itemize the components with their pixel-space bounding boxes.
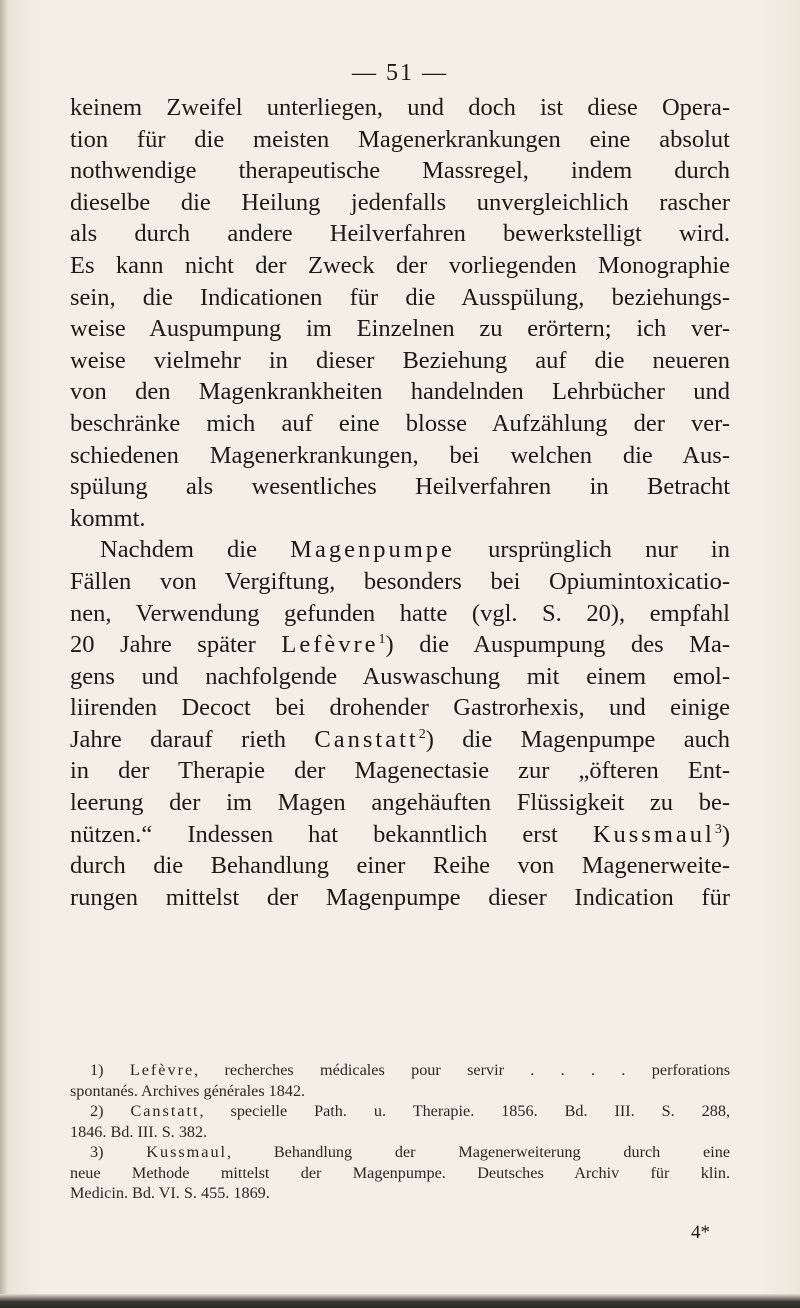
text-line bbox=[70, 819, 730, 851]
text-line: schiedenen Magenerkrankungen, bei welchen die Aus- bbox=[70, 441, 730, 469]
footnote-author: Kussmaul bbox=[146, 1143, 228, 1161]
text-line bbox=[70, 629, 730, 661]
text-line: durch die Behandlung einer Reihe von Magenerweite- bbox=[70, 852, 730, 880]
footnote-line: spontanés. Archives générales 1842. bbox=[70, 1081, 306, 1100]
author-name: Canstatt bbox=[314, 725, 419, 753]
text-line: gens und nachfolgende Auswaschung mit einem emol- bbox=[70, 662, 730, 690]
footnote-marker: 3 bbox=[714, 821, 722, 837]
text-line: rungen mittelst der Magenpumpe dieser Indication für bbox=[70, 883, 730, 911]
footnote-text: , Behandlung der Magenerweiterung durch eine bbox=[227, 1143, 731, 1161]
text-line: Es kann nicht der Zweck der vorliegenden Monographie bbox=[70, 251, 730, 279]
text-line: kommt. bbox=[70, 504, 146, 532]
author-name: Kussmaul bbox=[592, 820, 715, 848]
footnote-2 bbox=[70, 1101, 730, 1122]
footnote-3 bbox=[70, 1142, 730, 1163]
text-line: leerung der im Magen angehäuften Flüssigkeit zu be- bbox=[70, 789, 730, 817]
text-run: ) die Auspumpung des Ma- bbox=[385, 631, 730, 659]
author-name: Lefèvre bbox=[281, 631, 379, 659]
text-run: ) die Magenpumpe auch bbox=[425, 725, 730, 753]
text-line: nen, Verwendung gefunden hatte (vgl. S. 20), empfahl bbox=[70, 599, 730, 627]
footnote-line: neue Methode mittelst der Magenpumpe. Deutsches Archiv für klin. bbox=[70, 1163, 730, 1182]
text-run: Jahre darauf rieth bbox=[70, 725, 315, 753]
footnote-line: 1846. Bd. III. S. 382. bbox=[70, 1122, 208, 1141]
text-run: ursprünglich nur in bbox=[454, 536, 730, 564]
text-line: Fällen von Vergiftung, besonders bei Opiumintoxicatio- bbox=[70, 567, 730, 595]
footnote-marker: 1 bbox=[378, 631, 386, 647]
text-line: keinem Zweifel unterliegen, und doch ist diese Opera- bbox=[70, 94, 730, 121]
text-line bbox=[70, 534, 730, 566]
footnote-marker: 2 bbox=[418, 726, 426, 742]
footnote-1 bbox=[70, 1060, 730, 1081]
text-line: nothwendige therapeutische Massregel, indem durch bbox=[70, 157, 730, 185]
text-line: spülung als wesentliches Heilverfahren in Betracht bbox=[70, 473, 730, 501]
main-text bbox=[70, 92, 730, 913]
text-line: von den Magenkrankheiten handelnden Lehrbücher und bbox=[70, 378, 730, 406]
text-run: ) bbox=[721, 820, 730, 848]
page-gutter-shadow bbox=[0, 0, 8, 1308]
text-line: liirenden Decoct bei drohender Gastrorhexis, und einige bbox=[70, 694, 730, 722]
footnote-number: 2) bbox=[90, 1102, 131, 1120]
text-line: beschränke mich auf eine blosse Aufzählung der ver- bbox=[70, 409, 730, 437]
page-number: — 51 — bbox=[352, 60, 448, 86]
page-bottom-edge bbox=[0, 1294, 800, 1308]
text-run: Nachdem die bbox=[100, 536, 291, 564]
text-line: tion für die meisten Magenerkrankungen eine absolut bbox=[70, 125, 730, 153]
text-line: sein, die Indicationen für die Ausspülung, beziehungs- bbox=[70, 283, 730, 311]
footnotes bbox=[70, 1060, 730, 1204]
text-line bbox=[70, 724, 730, 756]
footnote-author: Lefèvre bbox=[129, 1061, 195, 1079]
footnote-author: Canstatt bbox=[130, 1102, 200, 1120]
footnote-number: 1) bbox=[90, 1061, 130, 1079]
text-run: 20 Jahre später bbox=[70, 631, 282, 659]
footnote-text: , recherches médicales pour servir . . . . perforations bbox=[194, 1061, 731, 1079]
footnote-number: 3) bbox=[90, 1143, 147, 1161]
text-line: dieselbe die Heilung jedenfalls unvergleichlich rascher bbox=[70, 188, 730, 216]
signature-mark: 4* bbox=[691, 1222, 710, 1243]
footnote-text: , specielle Path. u. Therapie. 1856. Bd. III. S. 288, bbox=[199, 1102, 731, 1120]
text-line: weise vielmehr in dieser Beziehung auf die neueren bbox=[70, 346, 730, 374]
footnote-line: Medicin. Bd. VI. S. 455. 1869. bbox=[70, 1184, 270, 1202]
text-line: in der Therapie der Magenectasie zur „öfteren Ent- bbox=[70, 757, 730, 785]
text-line: weise Auspumpung im Einzelnen zu erörtern; ich ver- bbox=[70, 315, 730, 343]
emphasized-term: Magenpumpe bbox=[290, 536, 455, 564]
text-line: als durch andere Heilverfahren bewerkstelligt wird. bbox=[70, 220, 730, 248]
text-run: nützen.“ Indessen hat bekanntlich erst bbox=[70, 820, 593, 848]
